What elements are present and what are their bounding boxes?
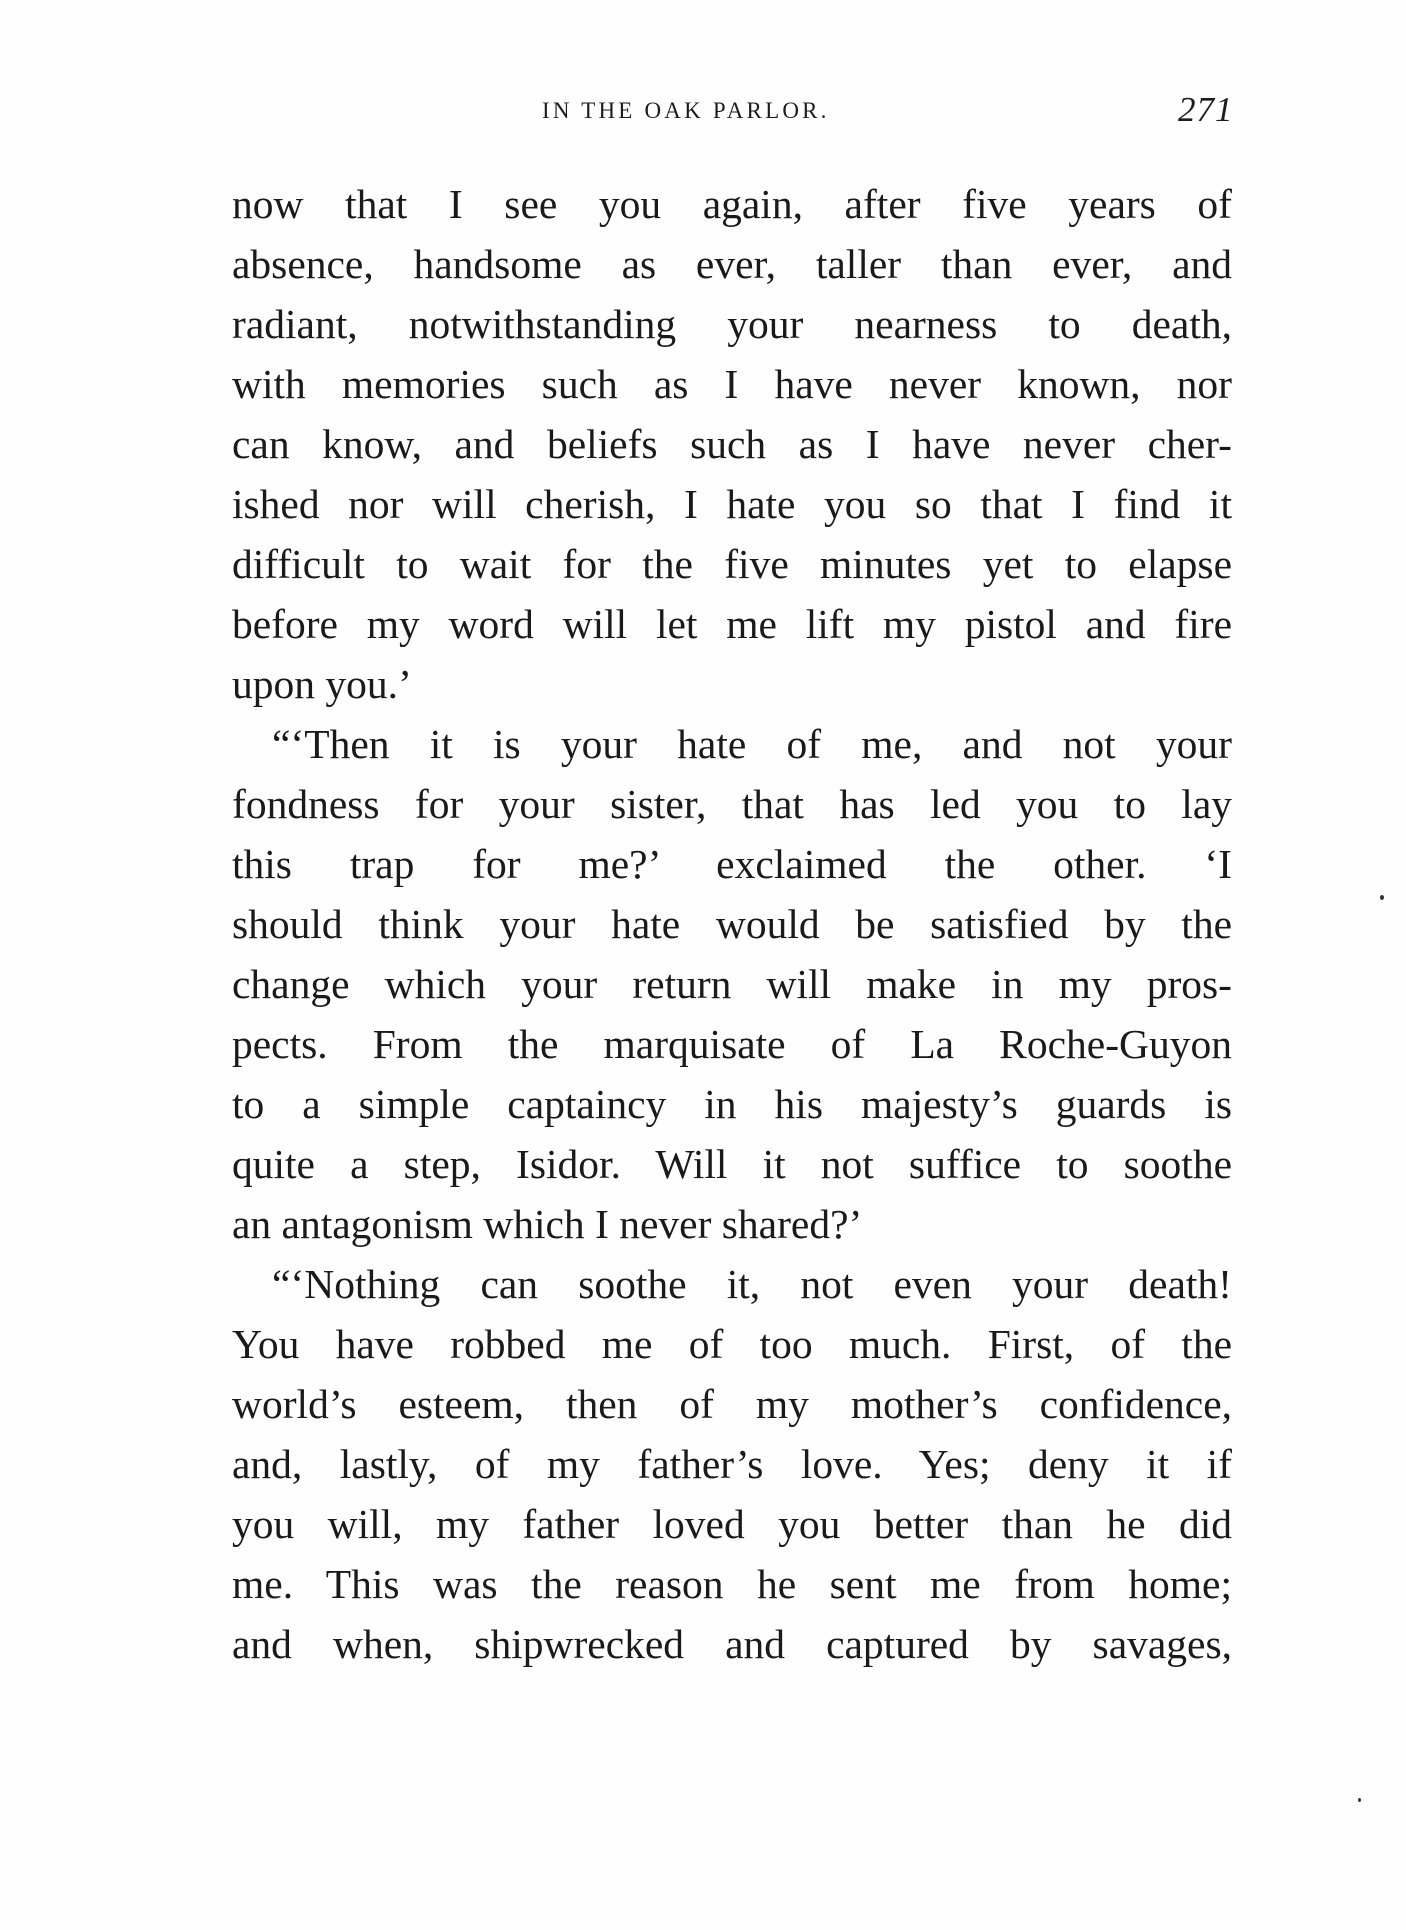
text-line: absence, handsome as ever, taller than ever, and xyxy=(232,241,1232,287)
body-text xyxy=(232,174,1232,1674)
text-line: to a simple captaincy in his majesty’s guards is xyxy=(232,1081,1232,1127)
text-line: and when, shipwrecked and captured by savages, xyxy=(232,1621,1232,1667)
text-line: now that I see you again, after five years of xyxy=(232,181,1232,227)
text-line: fondness for your sister, that has led you to lay xyxy=(232,781,1232,827)
text-line: this trap for me?’ exclaimed the other. ‘I xyxy=(232,841,1232,887)
text-line: an antagonism which I never shared?’ xyxy=(232,1201,863,1247)
paragraph xyxy=(232,714,1232,1254)
text-line: you will, my father loved you better than he did xyxy=(232,1501,1232,1547)
text-line: before my word will let me lift my pistol and fire xyxy=(232,601,1232,647)
text-line: quite a step, Isidor. Will it not suffice to soothe xyxy=(232,1141,1232,1187)
text-line: ished nor will cherish, I hate you so that I find it xyxy=(232,481,1232,527)
page-number: 271 xyxy=(1178,90,1234,129)
running-head-title: IN THE OAK PARLOR. xyxy=(542,98,830,123)
text-line: can know, and beliefs such as I have never cher- xyxy=(232,421,1232,467)
text-line: upon you.’ xyxy=(232,661,412,707)
running-head xyxy=(0,90,1406,136)
scan-speck xyxy=(1380,895,1384,900)
paragraph xyxy=(232,174,1232,714)
text-line: “‘Then it is your hate of me, and not your xyxy=(272,721,1232,767)
text-line: with memories such as I have never known, nor xyxy=(232,361,1232,407)
text-line: difficult to wait for the five minutes yet to elapse xyxy=(232,541,1232,587)
text-line: “‘Nothing can soothe it, not even your death! xyxy=(272,1261,1232,1307)
text-line: pects. From the marquisate of La Roche-Guyon xyxy=(232,1021,1232,1067)
paragraph xyxy=(232,1254,1232,1674)
scan-speck xyxy=(1358,1798,1361,1802)
text-line: radiant, notwithstanding your nearness to death, xyxy=(232,301,1232,347)
text-line: You have robbed me of too much. First, of the xyxy=(232,1321,1232,1367)
text-line: change which your return will make in my pros- xyxy=(232,961,1232,1007)
text-line: should think your hate would be satisfied by the xyxy=(232,901,1232,947)
text-line: and, lastly, of my father’s love. Yes; deny it if xyxy=(232,1441,1232,1487)
text-line: world’s esteem, then of my mother’s confidence, xyxy=(232,1381,1232,1427)
text-line: me. This was the reason he sent me from home; xyxy=(232,1561,1232,1607)
